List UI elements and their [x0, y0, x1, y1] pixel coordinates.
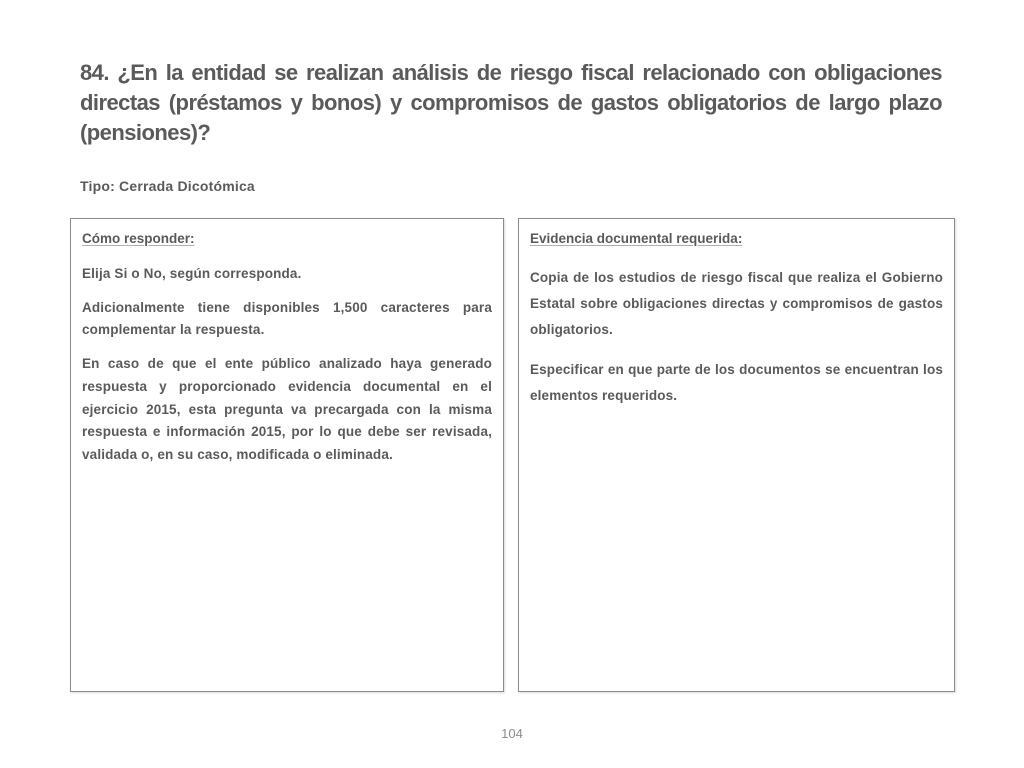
required-evidence-paragraph: Copia de los estudios de riesgo fiscal que realiza el Gobierno Estatal sobre obligaciones directas y compromisos de gastos obligatorios. — [530, 270, 943, 337]
how-to-answer-paragraph: En caso de que el ente público analizado haya generado respuesta y proporcionado evidencia documental en el ejercicio 2015, esta pregunta va precargada con la misma respuesta e información 2015, por lo que debe ser revisada, validada o, en su caso, modificada o eliminada. — [82, 356, 492, 462]
required-evidence-box — [518, 218, 955, 692]
how-to-answer-heading: Cómo responder: — [82, 231, 195, 246]
question-type: Tipo: Cerrada Dicotómica — [80, 178, 255, 194]
required-evidence-heading: Evidencia documental requerida: — [530, 231, 743, 246]
how-to-answer-box — [70, 218, 504, 692]
required-evidence-paragraph: Especificar en que parte de los documentos se encuentran los elementos requeridos. — [530, 362, 943, 403]
how-to-answer-paragraph: Adicionalmente tiene disponibles 1,500 caracteres para complementar la respuesta. — [82, 299, 492, 338]
question-title: 84. ¿En la entidad se realizan análisis de riesgo fiscal relacionado con obligaciones directas (préstamos y bonos) y compromisos de gastos obligatorios de largo plazo (pensiones)? — [80, 60, 942, 145]
page-number: 104 — [501, 726, 523, 741]
how-to-answer-paragraph: Elija Si o No, según corresponda. — [82, 266, 302, 281]
